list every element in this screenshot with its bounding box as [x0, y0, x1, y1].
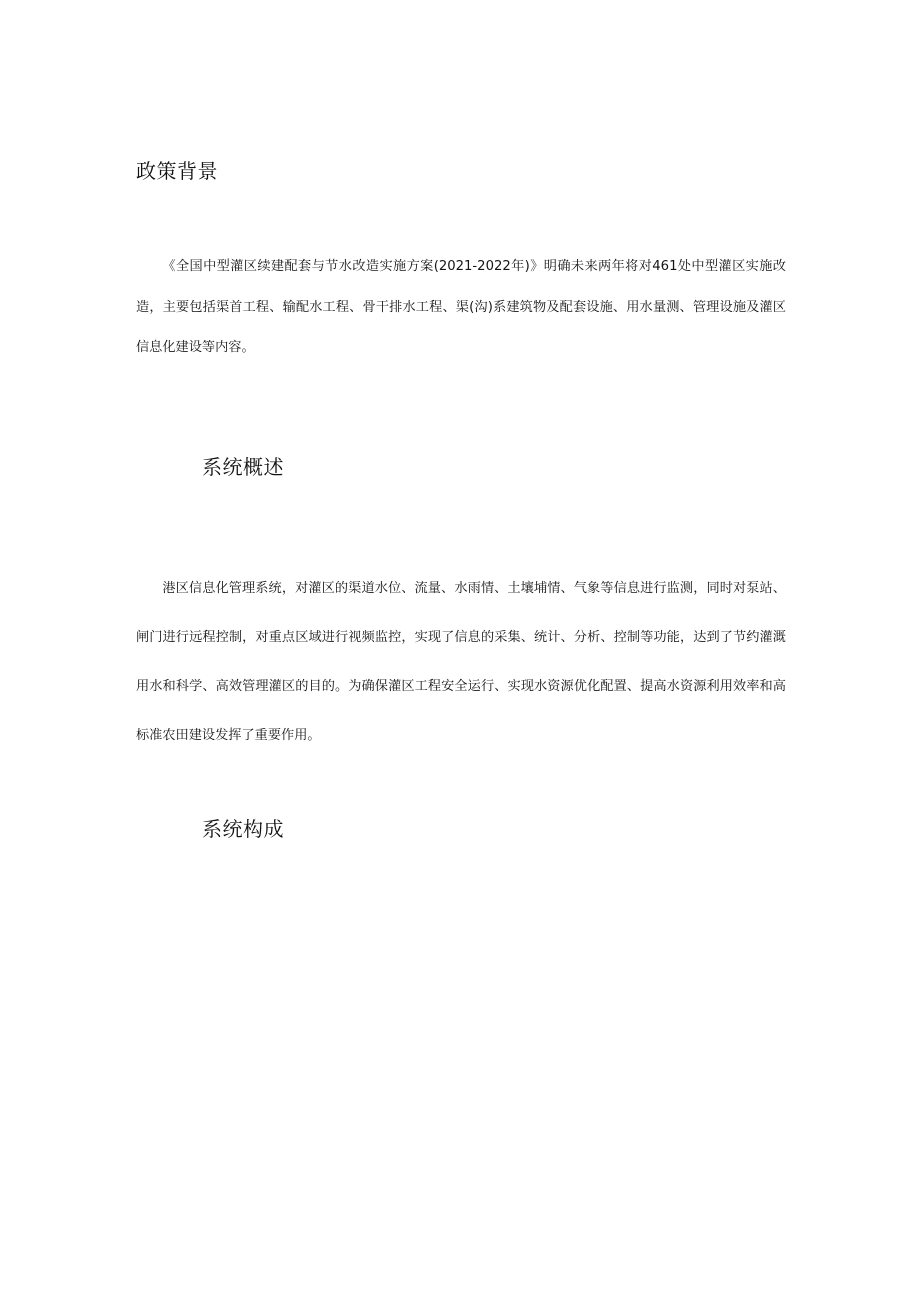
section-heading-policy-background: 政策背景 [136, 159, 218, 183]
section-heading-system-composition: 系统构成 [202, 817, 284, 841]
policy-background-paragraph: 《全国中型灌区续建配套与节水改造实施方案(2021-2022年)》明确未来两年将对461处中型灌区实施改造，主要包括渠首工程、输配水工程、骨干排水工程、渠(沟)系建筑物及配套设施、用水量测、管理设施及灌区信息化建设等内容。 [136, 259, 786, 355]
section-heading-system-overview: 系统概述 [202, 455, 284, 479]
system-overview-paragraph: 港区信息化管理系统，对灌区的渠道水位、流量、水雨情、土壤埔情、气象等信息进行监测，同时对泵站、闸门进行远程控制，对重点区域进行视频监控，实现了信息的采集、统计、分析、控制等功能，达到了节约灌溉用水和科学、高效管理灌区的目的。为确保灌区工程安全运行、实现水资源优化配置、提高水资源利用效率和高标准农田建设发挥了重要作用。 [136, 581, 786, 743]
